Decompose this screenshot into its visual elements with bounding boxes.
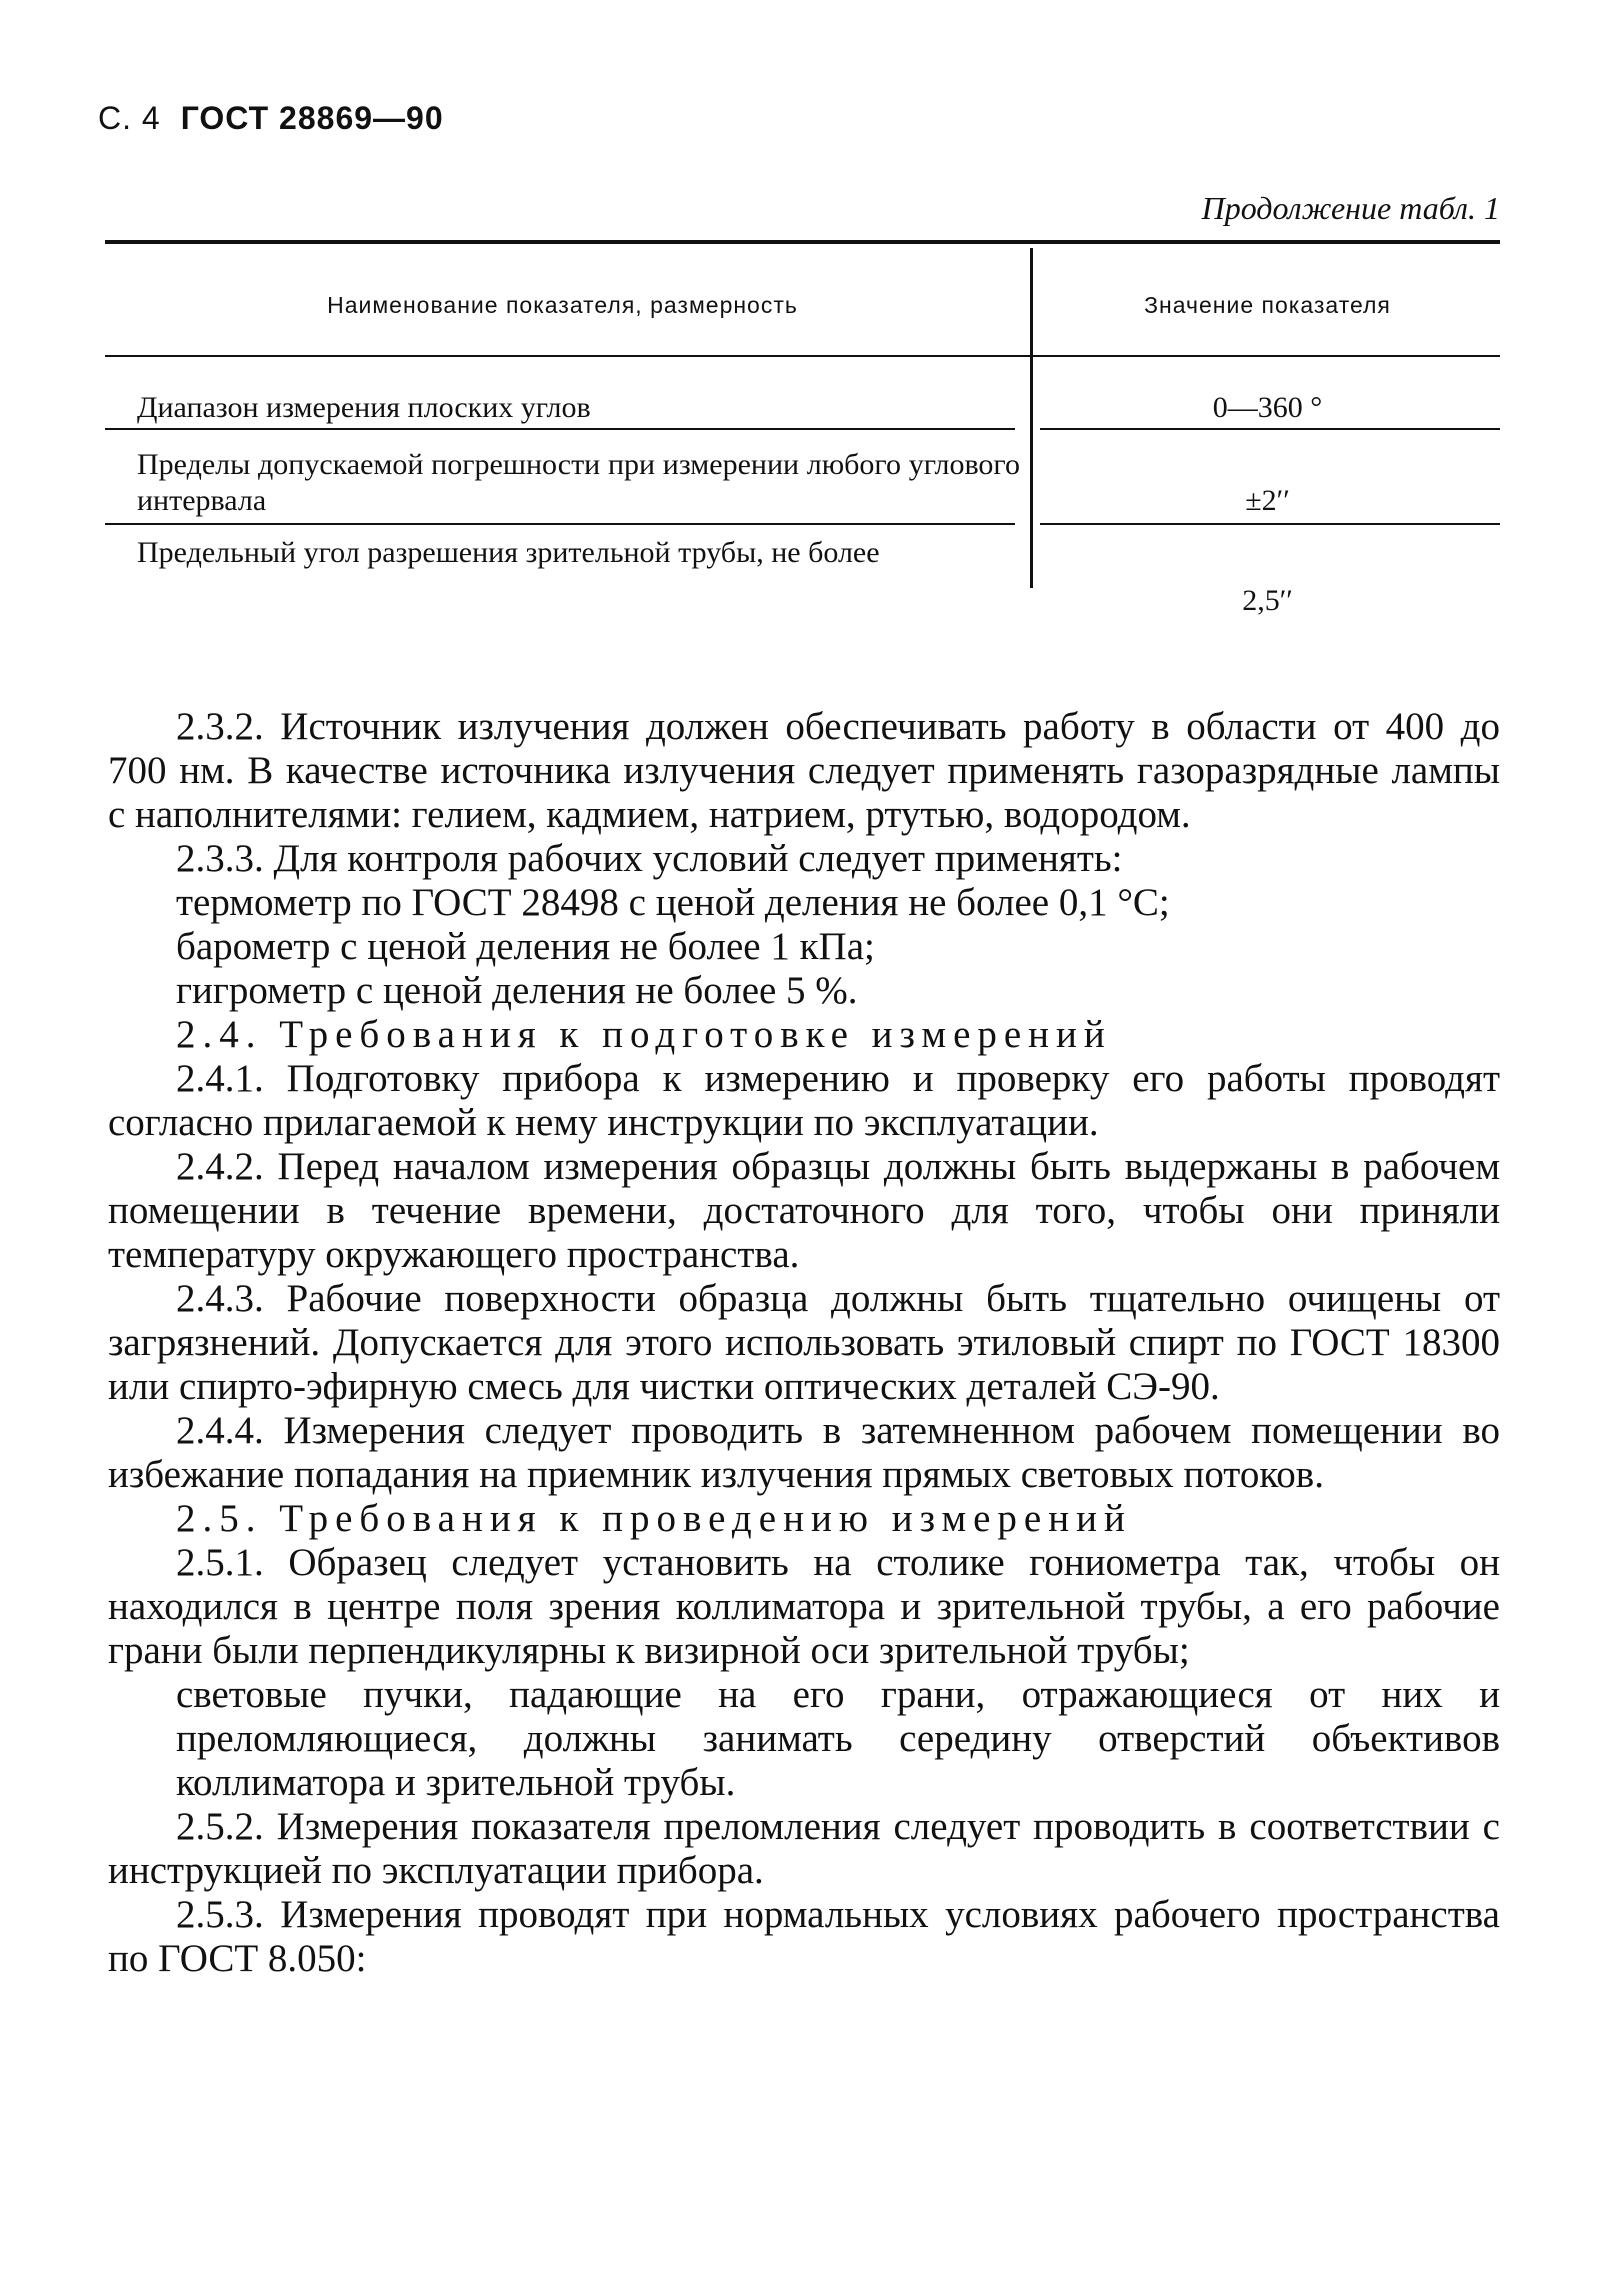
- table-row-1-value: 0—360 °: [1212, 391, 1323, 424]
- paragraph-2-3-3: 2.3.3. Для контроля рабочих условий следует применять:: [176, 837, 1123, 880]
- table-header-rule: [105, 355, 1500, 357]
- section-heading-2-5: 2.5. Требования к проведению измерений: [176, 1497, 1132, 1540]
- paragraph-2-4-2: 2.4.2. Перед началом измерения образцы должны быть выдержаны в рабочем помещении в течение времени, достаточного для того, чтобы они приняли температуру окружающего пространства.: [108, 1145, 1500, 1276]
- paragraph-2-4-1: 2.4.1. Подготовку прибора к измерению и проверку его работы проводят согласно прилагаемой к нему инструкции по эксплуатации.: [108, 1057, 1500, 1144]
- standard-code: ГОСТ 28869—90: [180, 100, 444, 136]
- table-row-1-name: Диапазон измерения плоских углов: [137, 391, 591, 424]
- list-item-hygrometer: гигрометр с ценой деления не более 5 %.: [176, 969, 858, 1012]
- table-row-2-name-underline: [105, 523, 1015, 525]
- table-row-3-name: Предельный угол разрешения зрительной трубы, не более: [137, 536, 880, 569]
- paragraph-2-3-2: 2.3.2. Источник излучения должен обеспечивать работу в области от 400 до 700 нм. В качестве источника излучения следует применять газоразрядные лампы с наполнителями: гелием, кадмием, натрием, ртутью, водородом.: [108, 705, 1500, 836]
- column-header-value: Значение показателя: [1144, 292, 1391, 318]
- paragraph-2-5-1-continued: световые пучки, падающие на его грани, отражающиеся от них и преломляющиеся, должны занимать середину отверстий объективов коллиматора и зрительной трубы.: [176, 1673, 1500, 1804]
- table-row-2-value: ±2′′: [1245, 484, 1290, 517]
- list-item-barometer: барометр с ценой деления не более 1 кПа;: [176, 925, 875, 968]
- paragraph-2-4-4: 2.4.4. Измерения следует проводить в затемненном рабочем помещении во избежание попадания на приемник излучения прямых световых потоков.: [108, 1409, 1500, 1496]
- table-row-2-value-underline: [1040, 523, 1500, 525]
- paragraph-2-5-3: 2.5.3. Измерения проводят при нормальных условиях рабочего пространства по ГОСТ 8.050:: [108, 1893, 1500, 1980]
- table-continuation-label: Продолжение табл. 1: [1201, 190, 1500, 226]
- parameters-table: [105, 240, 1500, 632]
- list-item-thermometer: термометр по ГОСТ 28498 с ценой деления не более 0,1 °С;: [176, 881, 1170, 924]
- table-row-1-value-underline: [1040, 428, 1500, 430]
- column-header-name: Наименование показателя, размерность: [327, 292, 798, 318]
- table-row-2-name: Пределы допускаемой погрешности при измерении любого углового интервала: [137, 448, 1020, 517]
- document-body: [108, 705, 1500, 1981]
- table-top-rule: [105, 240, 1500, 244]
- table-row-3-value: 2,5′′: [1242, 584, 1293, 617]
- table-column-divider: [1030, 248, 1033, 588]
- section-heading-2-4: 2.4. Требования к подготовке измерений: [176, 1013, 1112, 1056]
- paragraph-2-5-1: 2.5.1. Образец следует установить на столике гониометра так, чтобы он находился в центре поля зрения коллиматора и зрительной трубы, а его рабочие грани были перпендикулярны к визирной оси зрительной трубы;: [108, 1541, 1500, 1672]
- paragraph-2-4-3: 2.4.3. Рабочие поверхности образца должны быть тщательно очищены от загрязнений. Допускается для этого использовать этиловый спирт по ГОСТ 18300 или спирто-эфирную смесь для чистки оптических деталей СЭ-90.: [108, 1277, 1500, 1408]
- paragraph-2-5-2: 2.5.2. Измерения показателя преломления следует проводить в соответствии с инструкцией по эксплуатации прибора.: [108, 1805, 1500, 1892]
- page-number: С. 4: [98, 100, 161, 136]
- page-header: [98, 100, 444, 137]
- table-row-1-name-underline: [105, 428, 1015, 430]
